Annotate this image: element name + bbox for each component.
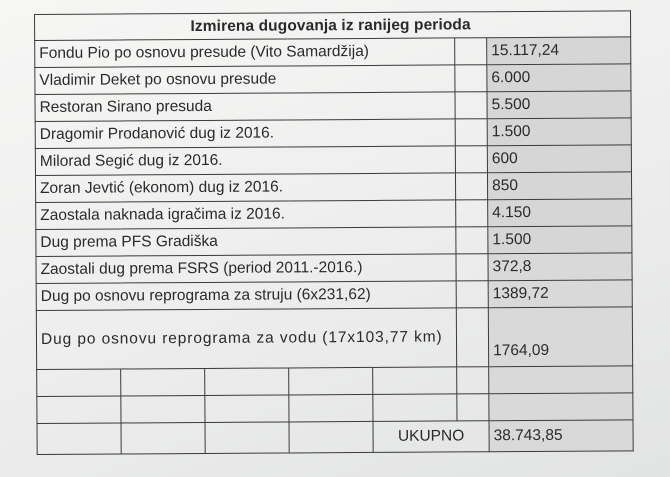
table-row [36, 307, 632, 370]
empty-cell [289, 421, 373, 453]
row-description: Restoran Sirano presuda [35, 92, 455, 122]
table-row [35, 145, 631, 176]
spacer-cell [455, 92, 487, 119]
empty-cell [37, 396, 121, 424]
row-amount: 1389,72 [488, 280, 632, 308]
empty-cell [289, 367, 373, 395]
total-label: UKUPNO [373, 421, 489, 453]
row-description: Zoran Jevtić (ekonom) dug iz 2016. [35, 173, 455, 203]
row-description: Dragomir Prodanović dug iz 2016. [35, 119, 455, 149]
row-amount: 850 [487, 172, 631, 200]
table-row [35, 37, 631, 68]
row-description: Zaostali dug prema FSRS (period 2011.-2016.) [36, 254, 456, 284]
row-amount: 15.117,24 [487, 37, 631, 65]
empty-cell [289, 394, 373, 422]
table-row [35, 91, 631, 122]
row-amount: 1764,09 [488, 307, 632, 367]
empty-cell [457, 367, 489, 394]
row-description: Dug po osnovu reprograma za vodu (17x103,77 km) [36, 308, 456, 370]
row-description: Dug po osnovu reprograma za struju (6x231,62) [36, 281, 456, 311]
debts-table [34, 10, 634, 455]
spacer-cell [456, 227, 488, 254]
empty-cell [489, 366, 633, 394]
table-title: Izmirena dugovanja iz ranijeg perioda [35, 11, 631, 41]
table-title-row [35, 11, 631, 41]
debts-table-wrapper [34, 10, 634, 455]
empty-cell [121, 422, 205, 454]
row-amount: 372,8 [488, 253, 632, 281]
row-amount: 1.500 [487, 118, 631, 146]
empty-cell [205, 395, 289, 423]
table-row [35, 118, 631, 149]
empty-cell [205, 422, 289, 454]
spacer-cell [456, 200, 488, 227]
row-amount: 1.500 [488, 226, 632, 254]
spacer-cell [455, 119, 487, 146]
table-row [36, 280, 632, 311]
row-amount: 5.500 [487, 91, 631, 119]
empty-cell [457, 394, 489, 421]
empty-cell [121, 368, 205, 396]
table-row [36, 199, 632, 230]
table-row [36, 253, 632, 284]
spacer-cell [456, 308, 488, 367]
empty-cell [205, 368, 289, 396]
table-row [35, 172, 631, 203]
spacer-cell [455, 173, 487, 200]
empty-cell [37, 423, 121, 455]
row-amount: 4.150 [488, 199, 632, 227]
table-row [36, 226, 632, 257]
row-description: Zaostala naknada igračima iz 2016. [36, 200, 456, 230]
spacer-cell [455, 65, 487, 92]
row-description: Vladimir Deket po osnovu presude [35, 65, 455, 95]
row-amount: 6.000 [487, 64, 631, 92]
empty-row [37, 366, 633, 397]
spacer-cell [455, 38, 487, 65]
total-amount: 38.743,85 [489, 420, 633, 452]
table-row [35, 64, 631, 95]
empty-cell [37, 369, 121, 397]
empty-cell [373, 367, 457, 395]
empty-cell [489, 393, 633, 421]
row-description: Fondu Pio po osnovu presude (Vito Samardžija) [35, 38, 455, 68]
empty-row [37, 393, 633, 424]
row-description: Dug prema PFS Gradiška [36, 227, 456, 257]
spacer-cell [456, 254, 488, 281]
empty-cell [373, 394, 457, 422]
row-amount: 600 [487, 145, 631, 173]
total-row [37, 420, 633, 455]
spacer-cell [456, 281, 488, 308]
spacer-cell [455, 146, 487, 173]
empty-cell [121, 395, 205, 423]
row-description: Milorad Segić dug iz 2016. [35, 146, 455, 176]
